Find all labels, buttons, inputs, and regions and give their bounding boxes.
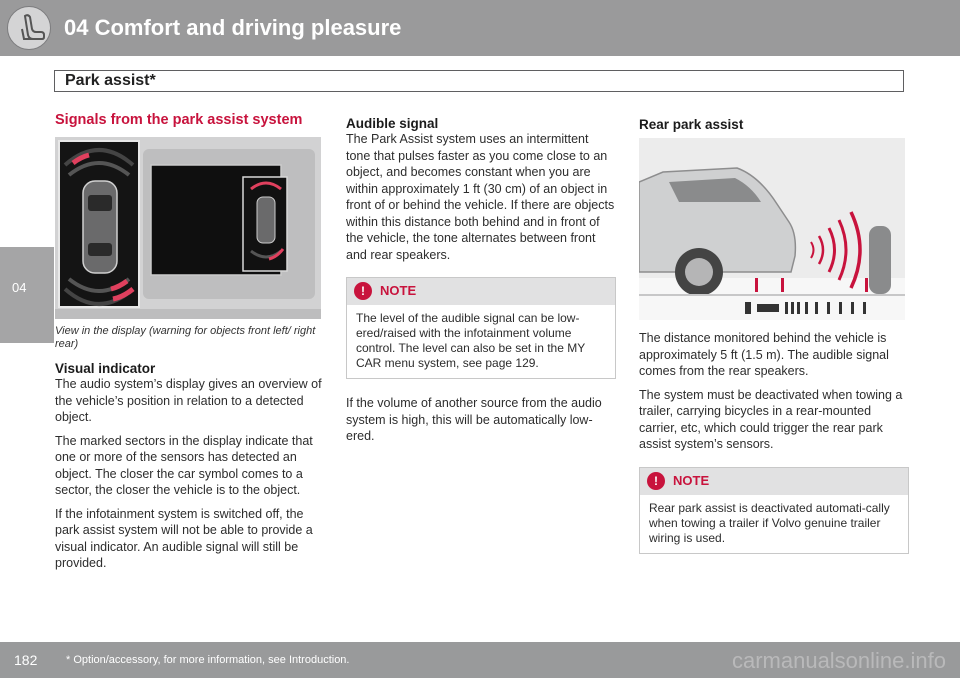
rear-park-assist-figure bbox=[639, 138, 905, 320]
paragraph: If the volume of another source from the audio system is high, this will be automatically low-ered. bbox=[346, 396, 602, 443]
info-icon: ! bbox=[647, 472, 665, 490]
watermark: carmanualsonline.info bbox=[731, 648, 946, 673]
visual-indicator-heading: Visual indicator bbox=[55, 361, 156, 376]
note-header bbox=[347, 278, 615, 305]
footnote: * Option/accessory, for more information, see Introduction. bbox=[66, 654, 350, 666]
chapter-title: 04 Comfort and driving pleasure bbox=[64, 15, 402, 40]
note-text: The level of the audible signal can be low-ered/raised with the infotainment volume control. The level can also be set in the MY CAR menu system, see page 129. bbox=[356, 311, 586, 370]
column-3 bbox=[639, 117, 909, 554]
section-title: Park assist* bbox=[65, 72, 156, 89]
paragraph: The marked sectors in the display indicate that one or more of the sensors has detected an object. The closer the car symbol comes to a sector, the closer the vehicle is to the object. bbox=[55, 433, 313, 497]
park-assist-display-figure bbox=[55, 137, 321, 319]
audible-signal-heading: Audible signal bbox=[346, 116, 439, 131]
column-1 bbox=[55, 112, 325, 579]
rear-park-assist-heading: Rear park assist bbox=[639, 117, 744, 132]
section-bar bbox=[54, 70, 904, 92]
chapter-side-tab bbox=[0, 247, 54, 343]
column-2 bbox=[346, 116, 616, 452]
chapter-header bbox=[0, 0, 960, 56]
note-box bbox=[346, 277, 616, 379]
paragraph: The audio system’s display gives an overview of the vehicle’s position in relation to a detected object. bbox=[55, 377, 322, 424]
note-text: Rear park assist is deactivated automati-cally when towing a trailer if Volvo genuine trailer wiring is used. bbox=[649, 500, 890, 545]
paragraph: The system must be deactivated when towing a trailer, carrying bicycles in a rear-mounted carrier, etc, which could trigger the rear park assist system’s sensors. bbox=[639, 387, 903, 451]
paragraph: If the infotainment system is switched off, the park assist system will not be able to provide a visual indicator. An audible signal will still be provided. bbox=[55, 506, 313, 570]
figure-caption: View in the display (warning for objects front left/ right rear) bbox=[55, 325, 316, 350]
info-icon: ! bbox=[354, 282, 372, 300]
park-assist-signals-heading: Signals from the park assist system bbox=[55, 112, 303, 128]
note-label: NOTE bbox=[380, 283, 417, 298]
paragraph: The Park Assist system uses an intermittent tone that pulses faster as you come close to an object, and becomes constant when you are within approximately 1 ft (30 cm) of an object in front of or behind the vehicle. If there are objects within this distance both behind and in front of the vehicle, the tone alternates between front and rear speakers. bbox=[346, 132, 615, 262]
note-box bbox=[639, 467, 909, 554]
seat-icon bbox=[7, 6, 51, 50]
page-number: 182 bbox=[14, 652, 38, 668]
note-header bbox=[640, 468, 908, 495]
page-footer bbox=[0, 642, 960, 678]
note-label: NOTE bbox=[673, 472, 710, 488]
paragraph: The distance monitored behind the vehicle is approximately 5 ft (1.5 m). The audible signal comes from the rear speakers. bbox=[639, 331, 889, 378]
chapter-tab-label: 04 bbox=[12, 280, 27, 295]
